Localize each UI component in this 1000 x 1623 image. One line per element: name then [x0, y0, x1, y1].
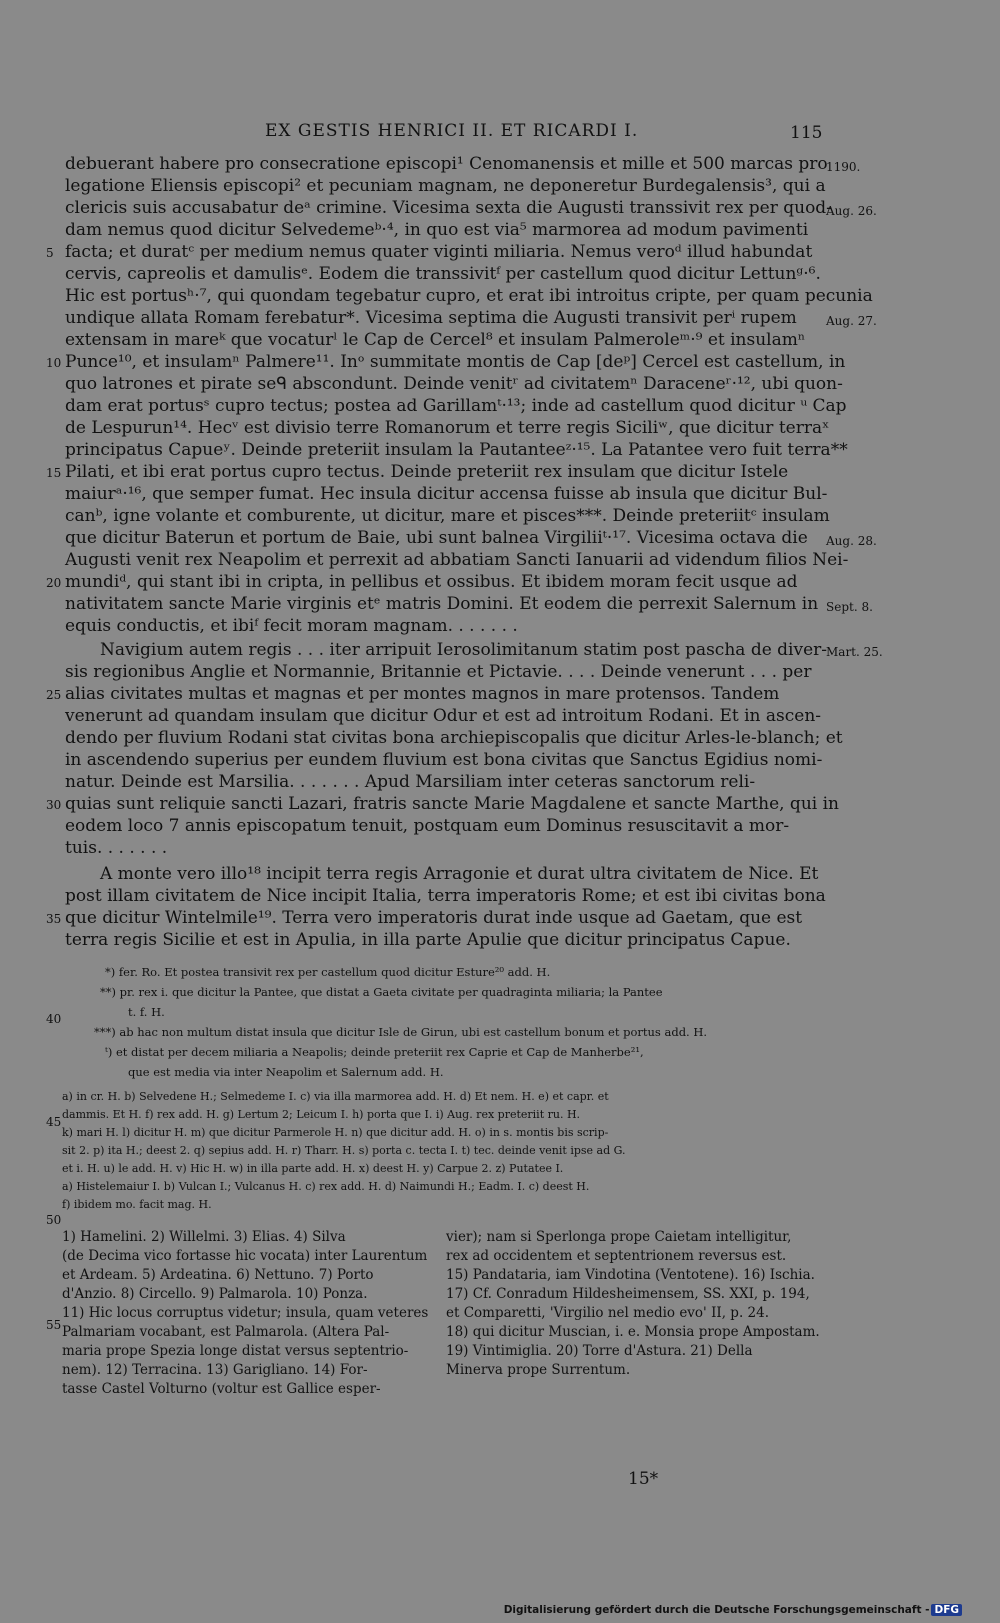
variant-note: k) mari H. l) dicitur H. m) que dicitur Parmerole H. n) que dicitur add. H. o) in s. montis bis scrip-	[62, 1126, 609, 1139]
main-line: legatione Eliensis episcopi² et pecuniam magnam, ne deponeretur Burdegalensis³, qui a	[65, 176, 826, 196]
main-line: terra regis Sicilie et est in Apulia, in illa parte Apulie que dicitur principatus Capue.	[65, 930, 791, 950]
numbered-note: 17) Cf. Conradum Hildesheimensem, SS. XXI, p. 194,	[446, 1286, 810, 1302]
main-line: que dicitur Baterun et portum de Baie, ubi sunt balnea Virgiliiᵗ·¹⁷. Vicesima octava die	[65, 528, 808, 548]
main-line: clericis suis accusabatur deᵃ crimine. Vicesima sexta die Augusti transsivit rex per quod-	[65, 198, 832, 218]
margin-date: Aug. 26.	[826, 204, 877, 218]
star-note: ***) ab hac non multum distat insula que dicitur Isle de Girun, ubi est castellum bonum et portus add. H.	[94, 1025, 708, 1039]
line-number: 5	[46, 246, 54, 260]
numbered-note: 15) Pandataria, iam Vindotina (Ventotene). 16) Ischia.	[446, 1267, 815, 1283]
main-line: Pilati, et ibi erat portus cupro tectus. Deinde preteriit rex insulam que dicitur Istele	[65, 462, 789, 482]
numbered-note: Minerva prope Surrentum.	[446, 1362, 631, 1378]
numbered-note: tasse Castel Volturno (voltur est Gallice esper-	[62, 1381, 381, 1397]
main-line: dendo per fluvium Rodani stat civitas bona archiepiscopalis que dicitur Arles-le-blanch; et	[65, 728, 843, 748]
line-number: 25	[46, 688, 62, 702]
main-line: Navigium autem regis . . . iter arripuit Ierosolimitanum statim post pascha de diver-	[100, 640, 828, 660]
main-line: que dicitur Wintelmile¹⁹. Terra vero imperatoris durat inde usque ad Gaetam, que est	[65, 908, 803, 928]
main-line: facta; et duratᶜ per medium nemus quater viginti miliaria. Nemus veroᵈ illud habundat	[65, 242, 813, 262]
margin-date: Mart. 25.	[826, 645, 883, 659]
main-line: dam erat portusˢ cupro tectus; postea ad Garillamᵗ·¹³; inde ad castellum quod dicitur ᵘ Cap	[65, 396, 847, 416]
numbered-note: 19) Vintimiglia. 20) Torre d'Astura. 21) Della	[446, 1343, 753, 1359]
main-line: tuis. . . . . . .	[65, 838, 168, 858]
main-line: mundiᵈ, qui stant ibi in cripta, in pellibus et ossibus. Et ibidem moram fecit usque ad	[65, 572, 798, 592]
numbered-note: nem). 12) Terracina. 13) Garigliano. 14) For-	[62, 1362, 368, 1378]
line-number: 40	[46, 1012, 62, 1026]
main-line: extensam in mareᵏ que vocaturˡ le Cap de Cercel⁸ et insulam Palmeroleᵐ·⁹ et insulamⁿ	[65, 330, 806, 350]
running-title: EX GESTIS HENRICI II. ET RICARDI I.	[265, 121, 639, 141]
main-line: alias civitates multas et magnas et per montes magnos in mare protensos. Tandem	[65, 684, 780, 704]
margin-date: 1190.	[826, 160, 861, 174]
main-line: cervis, capreolis et damulisᵉ. Eodem die transsivitᶠ per castellum quod dicitur Lettunᵍ·⁶.	[65, 264, 821, 284]
main-line: undique allata Romam ferebatur*. Vicesima septima die Augusti transivit perⁱ rupem	[65, 308, 797, 328]
main-line: Hic est portusʰ·⁷, qui quondam tegebatur cupro, et erat ibi introitus cripte, per quam pecunia	[65, 286, 873, 306]
sheet-signature: 15*	[628, 1469, 659, 1489]
main-line: natur. Deinde est Marsilia. . . . . . . Apud Marsiliam inter ceteras sanctorum reli-	[65, 772, 756, 792]
funding-footer	[504, 1604, 962, 1616]
numbered-note: Palmariam vocabant, est Palmarola. (Altera Pal-	[62, 1324, 390, 1340]
numbered-note: et Comparetti, 'Virgilio nel medio evo' II, p. 24.	[446, 1305, 770, 1321]
numbered-note: 18) qui dicitur Muscian, i. e. Monsia prope Ampostam.	[446, 1324, 820, 1340]
dfg-logo: DFG	[931, 1604, 962, 1616]
main-line: eodem loco 7 annis episcopatum tenuit, postquam eum Dominus resuscitavit a mor-	[65, 816, 790, 836]
line-number: 20	[46, 576, 62, 590]
main-line: debuerant habere pro consecratione episcopi¹ Cenomanensis et mille et 500 marcas pro	[65, 154, 828, 174]
numbered-note: 11) Hic locus corruptus videtur; insula, quam veteres	[62, 1305, 429, 1321]
footer-text: Digitalisierung gefördert durch die Deutsche Forschungsgemeinschaft -	[503, 1604, 930, 1616]
numbered-note: vier); nam si Sperlonga prope Caietam intelligitur,	[446, 1229, 792, 1245]
numbered-note: 1) Hamelini. 2) Willelmi. 3) Elias. 4) Silva	[62, 1229, 346, 1245]
variant-note: f) ibidem mo. facit mag. H.	[62, 1198, 212, 1211]
line-number: 35	[46, 912, 62, 926]
star-note: t. f. H.	[128, 1005, 165, 1019]
main-line: principatus Capueʸ. Deinde preteriit insulam la Pautanteeᶻ·¹⁵. La Patantee vero fuit terra**	[65, 440, 848, 460]
main-line: equis conductis, et ibiᶠ fecit moram magnam. . . . . . .	[65, 616, 518, 636]
numbered-note: et Ardeam. 5) Ardeatina. 6) Nettuno. 7) Porto	[62, 1267, 374, 1283]
numbered-note: d'Anzio. 8) Circello. 9) Palmarola. 10) Ponza.	[62, 1286, 368, 1302]
variant-note: dammis. Et H. f) rex add. H. g) Lertum 2; Leicum I. h) porta que I. i) Aug. rex preteriit ru. H.	[62, 1108, 581, 1121]
numbered-note: rex ad occidentem et septentrionem reversus est.	[446, 1248, 787, 1264]
margin-date: Aug. 28.	[826, 534, 877, 548]
star-note: **) pr. rex i. que dicitur la Pantee, que distat a Gaeta civitate per quadraginta miliaria; la Pantee	[100, 985, 663, 999]
main-line: maiurᵃ·¹⁶, que semper fumat. Hec insula dicitur accensa fuisse ab insula que dicitur Bul-	[65, 484, 828, 504]
variant-note: a) Histelemaiur I. b) Vulcan I.; Vulcanus H. c) rex add. H. d) Naimundi H.; Eadm. I. c) deest H.	[62, 1180, 590, 1193]
main-line: canᵇ, igne volante et comburente, ut dicitur, mare et pisces***. Deinde preteriitᶜ insulam	[65, 506, 830, 526]
main-line: post illam civitatem de Nice incipit Italia, terra imperatoris Rome; et est ibi civitas bona	[65, 886, 826, 906]
variant-note: a) in cr. H. b) Selvedene H.; Selmedeme I. c) via illa marmorea add. H. d) Et nem. H. e) et capr. et	[62, 1090, 609, 1103]
line-number: 15	[46, 466, 62, 480]
star-note: que est media via inter Neapolim et Salernum add. H.	[128, 1065, 444, 1079]
line-number: 55	[46, 1318, 62, 1332]
star-note: *) fer. Ro. Et postea transivit rex per castellum quod dicitur Esture²⁰ add. H.	[105, 965, 551, 979]
main-line: quias sunt reliquie sancti Lazari, fratris sancte Marie Magdalene et sancte Marthe, qui in	[65, 794, 839, 814]
main-line: venerunt ad quandam insulam que dicitur Odur et est ad introitum Rodani. Et in ascen-	[65, 706, 822, 726]
line-number: 50	[46, 1213, 62, 1227]
numbered-note: maria prope Spezia longe distat versus septentrio-	[62, 1343, 409, 1359]
margin-date: Sept. 8.	[826, 600, 873, 614]
main-line: A monte vero illo¹⁸ incipit terra regis Arragonie et durat ultra civitatem de Nice. Et	[100, 864, 819, 884]
page-number: 115	[790, 123, 823, 143]
main-line: nativitatem sancte Marie virginis etᵉ matris Domini. Et eodem die perrexit Salernum in	[65, 594, 819, 614]
main-line: quo latrones et pirate seᑫ abscondunt. Deinde venitʳ ad civitatemⁿ Daraceneʳ·¹², ubi quon-	[65, 374, 843, 394]
margin-date: Aug. 27.	[826, 314, 877, 328]
main-line: de Lespurun¹⁴. Hecᵛ est divisio terre Romanorum et terre regis Siciliʷ, que dicitur terraˣ	[65, 418, 830, 438]
main-line: Punce¹⁰, et insulamⁿ Palmere¹¹. Inᵒ summitate montis de Cap [deᵖ] Cercel est castellum, in	[65, 352, 846, 372]
numbered-note: (de Decima vico fortasse hic vocata) inter Laurentum	[62, 1248, 428, 1264]
main-line: sis regionibus Anglie et Normannie, Britannie et Pictavie. . . . Deinde venerunt . . . per	[65, 662, 812, 682]
main-line: Augusti venit rex Neapolim et perrexit ad abbatiam Sancti Ianuarii ad videndum filios Nei-	[65, 550, 849, 570]
variant-note: et i. H. u) le add. H. v) Hic H. w) in illa parte add. H. x) deest H. y) Carpue 2. z) Putatee I.	[62, 1162, 564, 1175]
line-number: 45	[46, 1115, 62, 1129]
line-number: 30	[46, 798, 62, 812]
main-line: in ascendendo superius per eundem fluvium est bona civitas que Sanctus Egidius nomi-	[65, 750, 823, 770]
variant-note: sit 2. p) ita H.; deest 2. q) sepius add. H. r) Tharr. H. s) porta c. tecta I. t) tec. deinde venit ipse ad G.	[62, 1144, 626, 1157]
line-number: 10	[46, 356, 62, 370]
main-line: dam nemus quod dicitur Selvedemeᵇ·⁴, in quo est via⁵ marmorea ad modum pavimenti	[65, 220, 809, 240]
star-note: ᵗ) et distat per decem miliaria a Neapolis; deinde preteriit rex Caprie et Cap de Manherbe²¹,	[105, 1045, 644, 1059]
